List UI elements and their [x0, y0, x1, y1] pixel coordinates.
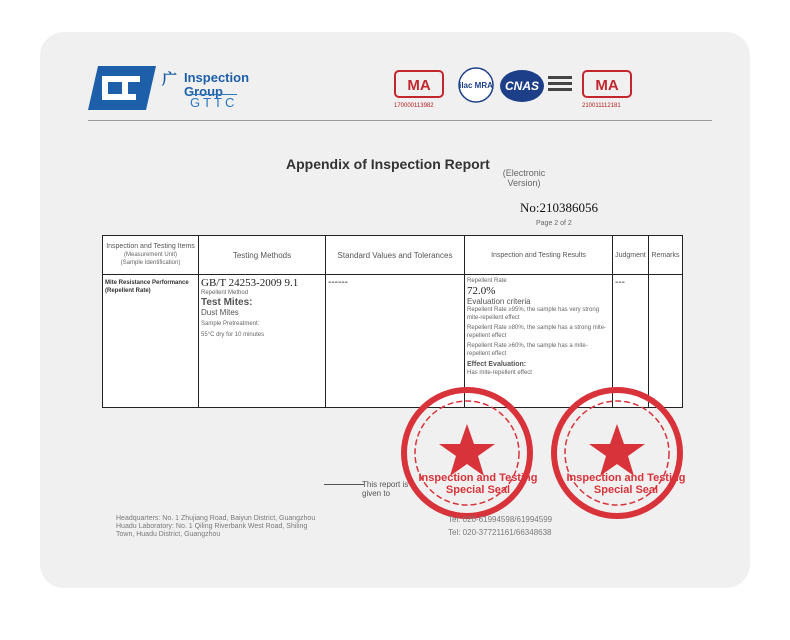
header-method: Testing Methods	[199, 236, 326, 275]
header-results: Inspection and Testing Results	[465, 236, 613, 275]
brand-cn-glyph: 广	[162, 71, 178, 88]
cma-mark-icon-2	[582, 70, 632, 98]
inspection-seal-left-icon	[398, 384, 536, 522]
result-value: 72.0%	[467, 285, 496, 297]
cma-label-1: MA	[407, 77, 431, 94]
cnas-logo-icon	[498, 68, 574, 104]
criteria-3: Repellent Rate ≥60%, the sample has a mite-repellent effect	[467, 343, 588, 357]
lab-address: Huadu Laboratory: No. 1 Qiling Riverbank West Road, Shiling Town, Huadu District, Guangzhou	[116, 523, 308, 538]
footer-address	[116, 515, 316, 539]
cma-cert-1	[394, 70, 444, 109]
method-type: Repellent Method	[201, 290, 249, 296]
gttc-logo-icon	[88, 66, 156, 110]
header-divider	[88, 120, 712, 121]
header-item-label: Inspection and Testing Items	[106, 243, 195, 250]
results-table	[102, 235, 683, 408]
report-title: Appendix of Inspection Report	[286, 156, 490, 172]
note-line	[324, 484, 364, 485]
pretreat-label: Sample Pretreatment:	[201, 321, 260, 327]
effect-title: Effect Evaluation:	[467, 361, 527, 368]
table-header-row	[103, 236, 683, 275]
cell-method	[199, 275, 326, 408]
ilac-cert	[456, 66, 496, 109]
standard-value: ------	[328, 277, 348, 288]
header-judgment: Judgment	[613, 236, 649, 275]
ilac-mra-icon	[456, 66, 496, 104]
cma-label-2: MA	[595, 77, 619, 94]
header-sample-label: (Sample Identification)	[120, 260, 181, 266]
cma-number-1: 170000113982	[394, 103, 434, 109]
report-card	[40, 32, 750, 588]
ilac-label: ilac MRA	[459, 81, 493, 90]
method-code: GB/T 24253-2009 9.1	[201, 277, 299, 289]
report-edition: (Electronic Version)	[502, 168, 546, 188]
seal-caption-left: Inspection and Testing Special Seal	[418, 472, 538, 496]
pretreat-value: 55°C dry for 10 minutes	[201, 332, 265, 338]
cell-item	[103, 275, 199, 408]
header-standard: Standard Values and Tolerances	[326, 236, 465, 275]
header-unit-label: (Measurement Unit)	[123, 252, 177, 258]
result-label: Repellent Rate	[467, 278, 507, 284]
criteria-2: Repellent Rate ≥80%, the sample has a strong mite-repellent effect	[467, 325, 607, 339]
criteria-title: Evaluation criteria	[467, 297, 531, 306]
header-item	[103, 236, 199, 275]
test-subject: Test Mites:	[201, 297, 253, 308]
inspection-seal-right-icon	[548, 384, 686, 522]
seal-caption-right: Inspection and Testing Special Seal	[566, 472, 686, 496]
criteria-1: Repellent Rate ≥95%, the sample has very strong mite-repellent effect	[467, 307, 600, 321]
item-name: Mite Resistance Performance (Repellent Rate)	[105, 280, 189, 294]
cnas-label: CNAS	[504, 79, 540, 93]
judgment-value: ---	[615, 277, 625, 288]
tel-2: Tel: 020-37721161/66348638	[448, 528, 552, 537]
tel-1: Tel: 020-61994598/61994599	[448, 515, 553, 524]
page-indicator: Page 2 of 2	[536, 220, 572, 227]
brand-sub: GTTC	[190, 95, 238, 110]
header-remarks: Remarks	[649, 236, 683, 275]
effect-value: Has mite-repellent effect	[467, 370, 532, 376]
headquarters-address: Headquarters: No. 1 Zhujiang Road, Baiyun District, Guangzhou	[116, 515, 316, 522]
brand-name: Inspection Group	[184, 70, 250, 99]
test-mites: Dust Mites	[201, 308, 239, 317]
cma-cert-2	[582, 70, 632, 109]
cma-number-2: 210011112181	[582, 103, 621, 109]
cma-mark-icon	[394, 70, 444, 98]
cnas-cert	[498, 68, 574, 109]
report-note: This report is given to	[362, 480, 409, 498]
report-number: No:210386056	[520, 200, 598, 215]
